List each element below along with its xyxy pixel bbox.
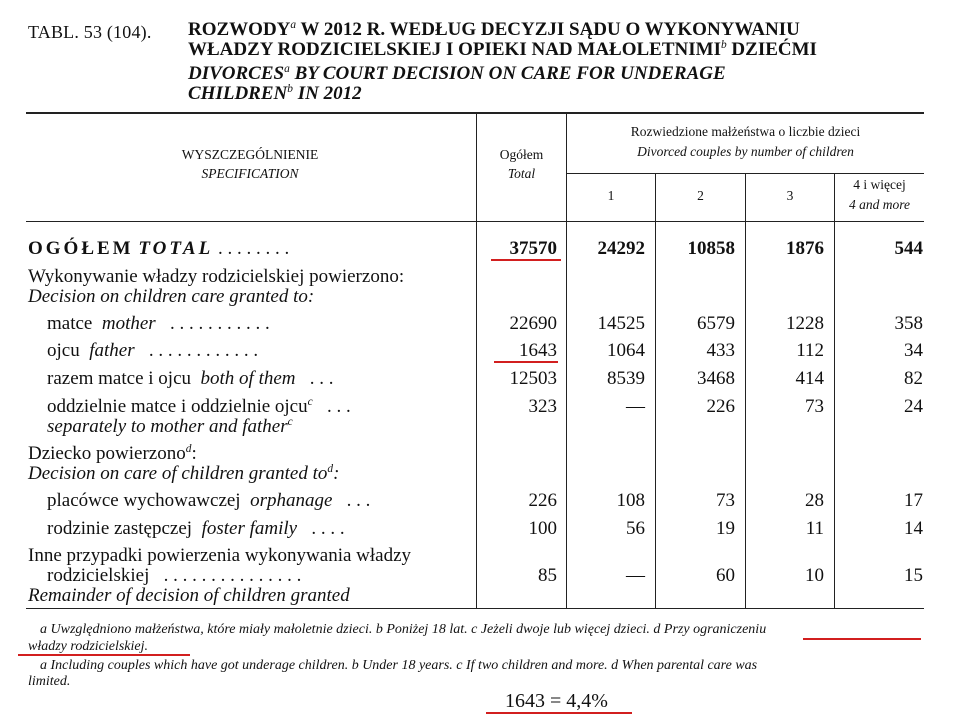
cell-4: 82 xyxy=(904,368,923,389)
title-en-part: DIVORCES xyxy=(188,63,285,84)
cell-1: 108 xyxy=(616,490,645,511)
footnote-marker: c xyxy=(307,396,313,409)
cell-1: 14525 xyxy=(597,313,645,334)
column-divider xyxy=(745,174,746,608)
cell-3: 1228 xyxy=(786,313,824,334)
title-pl-line2 xyxy=(188,40,817,60)
section-heading-en xyxy=(28,463,339,485)
footnote-en-line2: limited. xyxy=(28,674,71,689)
cell-3: 414 xyxy=(795,368,824,389)
footnote-marker: c xyxy=(287,416,293,429)
section-heading-text: Dziecko powierzono xyxy=(28,443,186,464)
leader-dots: . . . xyxy=(326,396,351,417)
row-label-en xyxy=(47,416,293,438)
cell-4: 34 xyxy=(904,340,923,361)
group-header-pl: Rozwiedzione małżeństwa o liczbie dzieci xyxy=(630,124,861,139)
row-label xyxy=(47,368,334,390)
cell-4: 358 xyxy=(894,313,923,334)
group-header-en: Divorced couples by number of children xyxy=(637,144,854,159)
cell-4: 17 xyxy=(904,490,923,511)
section-heading-tail: : xyxy=(191,443,197,464)
cell-1: 8539 xyxy=(607,368,645,389)
row-label-en: foster family xyxy=(201,518,298,539)
title-pl-part: DZIEĆMI xyxy=(726,39,817,60)
column-divider xyxy=(655,174,656,608)
cell-total: 37570 xyxy=(509,238,557,259)
row-label-pl: oddzielnie matce i oddzielnie ojcu xyxy=(47,396,308,417)
row-label xyxy=(47,396,351,418)
cell-1: 24292 xyxy=(597,238,645,259)
cell-3: 112 xyxy=(796,340,824,361)
cell-3: 11 xyxy=(805,518,824,539)
total-header-pl: Ogółem xyxy=(499,147,544,162)
header-bottom-rule xyxy=(26,221,924,222)
leader-dots: . . . . . . . . . . . . . . . xyxy=(163,565,302,586)
title-pl-part: W 2012 R. WEDŁUG DECYZJI SĄDU O WYKONYWANIU xyxy=(296,19,800,40)
red-underline-footnote xyxy=(18,654,190,656)
cell-4: 14 xyxy=(904,518,923,539)
row-label-en: Remainder of decision of children granted xyxy=(28,585,350,606)
row-label-en: mother xyxy=(101,313,156,334)
footnote-pl-line2: władzy rodzicielskiej. xyxy=(28,639,149,654)
row-label xyxy=(47,313,270,335)
cell-total: 100 xyxy=(528,518,557,539)
cell-total: 226 xyxy=(528,490,557,511)
row-label xyxy=(47,518,345,540)
red-underline-father xyxy=(494,361,558,363)
leader-dots: . . . . . . . . . . . xyxy=(169,313,270,334)
row-label-en-text: separately to mother and father xyxy=(47,416,288,437)
cell-1: — xyxy=(626,565,645,586)
title-en-part: CHILDREN xyxy=(188,83,288,104)
cell-total: 22690 xyxy=(509,313,557,334)
col-header-4-pl: 4 i więcej xyxy=(853,177,906,192)
cell-total: 323 xyxy=(528,396,557,417)
footnote-pl-line1: a Uwzględniono małżeństwa, które miały małoletnie dzieci. b Poniżej 18 lat. c Jeżeli dwoje lub więcej dzieci. d Przy ograniczeniu xyxy=(40,622,767,637)
leader-dots: . . . . xyxy=(311,518,345,539)
footnote-marker: d xyxy=(327,463,334,476)
cell-total: 1643 xyxy=(519,340,557,361)
cell-2: 3468 xyxy=(697,368,735,389)
row-label-pl: placówce wychowawczej xyxy=(47,490,241,511)
cell-4: 15 xyxy=(904,565,923,586)
cell-4: 544 xyxy=(894,238,923,259)
row-label-pl: matce xyxy=(47,313,93,334)
title-pl-line1 xyxy=(188,20,800,40)
footnote-marker: a xyxy=(284,63,290,76)
title-pl-part: ROZWODY xyxy=(188,19,291,40)
row-label-pl: OGÓŁEM xyxy=(28,238,134,259)
col-header-2: 2 xyxy=(697,188,704,203)
section-heading-en: Decision on children care granted to: xyxy=(28,286,315,307)
row-label-en: father xyxy=(89,340,135,361)
section-heading-pl: Wykonywanie władzy rodzicielskiej powierzono: xyxy=(28,266,405,287)
annotation-percent: 1643 = 4,4% xyxy=(505,690,608,712)
title-en-part: BY COURT DECISION ON CARE FOR UNDERAGE xyxy=(289,63,726,84)
table-top-rule xyxy=(26,112,924,114)
col-header-4-en: 4 and more xyxy=(849,197,910,212)
cell-2: 433 xyxy=(706,340,735,361)
cell-3: 10 xyxy=(805,565,824,586)
row-label-pl: razem matce i ojcu xyxy=(47,368,192,389)
leader-dots: . . . . . . . . . . . . xyxy=(148,340,259,361)
red-underline-annotation xyxy=(486,712,632,714)
row-label-en: both of them xyxy=(200,368,296,389)
cell-1: 56 xyxy=(626,518,645,539)
footnote-en-line1: a Including couples which have got underage children. b Under 18 years. c If two children and more. d When parental care was xyxy=(40,658,758,673)
section-heading-tail: : xyxy=(333,463,340,484)
cell-2: 226 xyxy=(706,396,735,417)
row-label-pl: ojcu xyxy=(47,340,80,361)
cell-2: 10858 xyxy=(687,238,735,259)
row-label xyxy=(47,490,370,512)
red-underline-total xyxy=(491,259,561,261)
row-label xyxy=(47,340,258,362)
footnote-marker: b xyxy=(287,83,293,96)
cell-total: 12503 xyxy=(509,368,557,389)
footnote-marker: a xyxy=(290,19,297,32)
row-label xyxy=(28,238,289,260)
section-heading-text: Decision on care of children granted to xyxy=(28,463,328,484)
footnote-marker: d xyxy=(185,443,192,456)
row-label-pl: rodzinie zastępczej xyxy=(47,518,193,539)
cell-3: 28 xyxy=(805,490,824,511)
cell-2: 6579 xyxy=(697,313,735,334)
row-label-pl: rodzicielskiej xyxy=(47,565,150,586)
cell-1: — xyxy=(626,396,645,417)
title-en-part: IN 2012 xyxy=(292,83,362,104)
cell-3: 73 xyxy=(805,396,824,417)
cell-2: 19 xyxy=(716,518,735,539)
title-pl-part: WŁADZY RODZICIELSKIEJ I OPIEKI NAD MAŁOLETNIMI xyxy=(188,39,721,60)
cell-total: 85 xyxy=(538,565,557,586)
column-divider xyxy=(834,174,835,608)
leader-dots: . . . . . . . . xyxy=(217,238,290,259)
footnote-marker: b xyxy=(720,39,727,52)
cell-3: 1876 xyxy=(786,238,824,259)
title-en-line2 xyxy=(188,84,362,104)
row-label-en: TOTAL xyxy=(138,238,214,259)
title-en-line1 xyxy=(188,64,726,84)
leader-dots: . . . xyxy=(309,368,334,389)
cell-2: 73 xyxy=(716,490,735,511)
spec-header-pl: WYSZCZEGÓLNIENIE xyxy=(181,147,319,162)
column-divider xyxy=(476,113,477,608)
cell-2: 60 xyxy=(716,565,735,586)
leader-dots: . . . xyxy=(346,490,371,511)
total-header-en: Total xyxy=(507,166,536,181)
table-label: TABL. 53 (104). xyxy=(28,22,152,42)
row-label-en: orphanage xyxy=(250,490,333,511)
row-label-pl-1: Inne przypadki powierzenia wykonywania władzy xyxy=(28,545,412,566)
red-underline-footnote xyxy=(803,638,921,640)
cell-4: 24 xyxy=(904,396,923,417)
cell-1: 1064 xyxy=(607,340,645,361)
col-header-1: 1 xyxy=(607,188,615,203)
col-header-3: 3 xyxy=(786,188,794,203)
section-heading-pl xyxy=(28,443,197,465)
spec-header-en: SPECIFICATION xyxy=(201,166,299,181)
table-bottom-rule xyxy=(26,608,924,609)
row-label-pl-2 xyxy=(47,565,301,587)
